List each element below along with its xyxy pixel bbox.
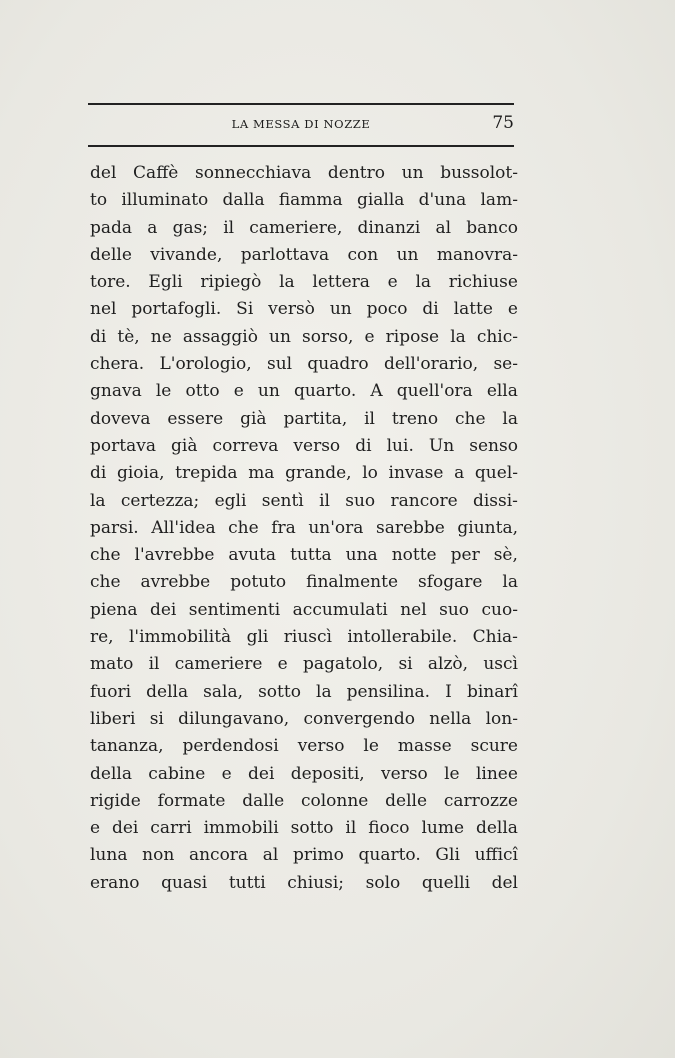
word: gialla bbox=[356, 190, 405, 211]
word: carri bbox=[150, 818, 192, 839]
word: treno bbox=[391, 408, 439, 429]
word: quelli bbox=[421, 872, 471, 893]
word: già bbox=[171, 435, 198, 456]
text-line bbox=[90, 842, 518, 869]
text-line bbox=[90, 870, 518, 897]
word: poco bbox=[366, 299, 408, 320]
header-rule-bottom bbox=[88, 145, 514, 147]
word: e bbox=[387, 272, 398, 293]
word: con bbox=[347, 244, 379, 265]
word: le bbox=[363, 736, 379, 757]
word: che bbox=[90, 545, 121, 566]
word: che bbox=[228, 517, 259, 538]
word: rigide bbox=[90, 790, 141, 811]
word: doveva bbox=[90, 408, 151, 429]
word: del bbox=[90, 163, 117, 183]
word: l'avrebbe bbox=[134, 545, 215, 566]
word: la bbox=[415, 272, 432, 293]
word: ma bbox=[248, 463, 275, 484]
word: e bbox=[90, 818, 101, 839]
word: della bbox=[475, 818, 518, 839]
word: suo bbox=[345, 490, 376, 511]
word: parlottava bbox=[240, 244, 330, 265]
word: sfogare bbox=[417, 572, 483, 593]
word: depositi, bbox=[290, 763, 365, 784]
word: l'immobilità bbox=[129, 627, 232, 648]
word: un'ora bbox=[308, 517, 364, 538]
text-line bbox=[90, 488, 518, 515]
word: masse bbox=[397, 736, 452, 757]
page-number: 75 bbox=[492, 113, 514, 133]
word: All'idea bbox=[151, 517, 216, 538]
word: dei bbox=[248, 763, 275, 784]
word: nella bbox=[429, 708, 472, 729]
text-line bbox=[90, 215, 518, 242]
word: nel bbox=[400, 599, 427, 620]
word: lam- bbox=[480, 190, 518, 211]
word: gnava bbox=[90, 381, 142, 402]
text-line bbox=[90, 597, 518, 624]
word: richiuse bbox=[448, 272, 518, 293]
word: chic- bbox=[476, 326, 518, 347]
word: ufficî bbox=[474, 845, 518, 866]
word: ancora bbox=[188, 845, 249, 866]
word: formate bbox=[157, 790, 226, 811]
word: lume bbox=[421, 818, 465, 839]
word: la bbox=[502, 408, 518, 429]
word: egli bbox=[214, 490, 247, 511]
text-line bbox=[90, 706, 518, 733]
word: ripiegò bbox=[200, 272, 262, 293]
word: dilungavano, bbox=[178, 708, 290, 729]
word: del bbox=[491, 872, 518, 893]
word: gli bbox=[246, 627, 269, 648]
word: linee bbox=[475, 763, 518, 784]
word: solo bbox=[365, 872, 401, 893]
word: to bbox=[90, 190, 108, 211]
word: pensilina. bbox=[346, 681, 431, 702]
word: Caffè bbox=[133, 163, 179, 183]
word: della bbox=[146, 681, 189, 702]
word: rancore bbox=[390, 490, 458, 511]
word: tè, bbox=[117, 326, 140, 347]
word: dalla bbox=[222, 190, 265, 211]
word: correva bbox=[212, 435, 279, 456]
text-line bbox=[90, 569, 518, 596]
text-line bbox=[90, 542, 518, 569]
word: il bbox=[148, 654, 160, 675]
word: ne bbox=[150, 326, 172, 347]
word: della bbox=[90, 763, 132, 784]
word: I bbox=[445, 681, 452, 702]
text-line bbox=[90, 351, 518, 378]
word: a bbox=[147, 217, 158, 238]
word: quarto. bbox=[358, 845, 421, 866]
word: chiusi; bbox=[287, 872, 345, 893]
word: il bbox=[319, 490, 330, 511]
word: le bbox=[155, 381, 172, 402]
word: la bbox=[90, 490, 106, 511]
word: d'una bbox=[418, 190, 467, 211]
word: alzò, bbox=[427, 654, 469, 675]
word: il bbox=[345, 818, 357, 839]
word: potuto bbox=[230, 572, 287, 593]
word: dell'orario, bbox=[383, 354, 479, 375]
word: tutti bbox=[228, 872, 266, 893]
word: sotto bbox=[290, 818, 334, 839]
word: il bbox=[223, 217, 235, 238]
word: a bbox=[454, 463, 465, 484]
text-line bbox=[90, 378, 518, 405]
word: sè, bbox=[493, 545, 518, 566]
word: di bbox=[90, 326, 107, 347]
word: A bbox=[370, 381, 383, 402]
text-line bbox=[90, 160, 518, 187]
word: binarî bbox=[466, 681, 518, 702]
word: gioia, bbox=[116, 463, 165, 484]
word: se- bbox=[493, 354, 518, 375]
word: manovra- bbox=[436, 244, 518, 265]
text-line bbox=[90, 242, 518, 269]
body-text bbox=[90, 160, 518, 897]
word: pada bbox=[90, 217, 133, 238]
word: quarto. bbox=[293, 381, 357, 402]
word: portafogli. bbox=[131, 299, 222, 320]
word: accumulati bbox=[292, 599, 388, 620]
word: essere bbox=[167, 408, 224, 429]
word: sorso, bbox=[302, 326, 354, 347]
text-line bbox=[90, 433, 518, 460]
word: Chia- bbox=[472, 627, 518, 648]
text-line bbox=[90, 815, 518, 842]
word: erano bbox=[90, 872, 140, 893]
word: sul bbox=[267, 354, 293, 375]
word: grande, bbox=[285, 463, 352, 484]
word: carrozze bbox=[443, 790, 518, 811]
word: latte bbox=[453, 299, 493, 320]
word: L'orologio, bbox=[159, 354, 252, 375]
word: uscì bbox=[483, 654, 518, 675]
word: un bbox=[396, 244, 419, 265]
word: sentimenti bbox=[188, 599, 281, 620]
word: e bbox=[277, 654, 288, 675]
word: Egli bbox=[148, 272, 183, 293]
word: Gli bbox=[435, 845, 460, 866]
word: cameriere bbox=[174, 654, 263, 675]
word: fioco bbox=[368, 818, 410, 839]
word: versò bbox=[268, 299, 315, 320]
word: il bbox=[364, 408, 375, 429]
word: al bbox=[435, 217, 452, 238]
word: un bbox=[401, 163, 424, 183]
word: primo bbox=[293, 845, 344, 866]
word: verso bbox=[293, 435, 341, 456]
word: trepida bbox=[175, 463, 238, 484]
word: e bbox=[221, 763, 232, 784]
word: si bbox=[398, 654, 413, 675]
word: per bbox=[450, 545, 480, 566]
word: ella bbox=[486, 381, 518, 402]
word: riuscì bbox=[283, 627, 332, 648]
word: sentì bbox=[261, 490, 304, 511]
word: la bbox=[502, 572, 518, 593]
word: bussolot- bbox=[440, 163, 518, 183]
word: suo bbox=[439, 599, 470, 620]
word: una bbox=[345, 545, 378, 566]
word: la bbox=[450, 326, 466, 347]
word: otto bbox=[185, 381, 220, 402]
word: assaggiò bbox=[182, 326, 258, 347]
text-line bbox=[90, 296, 518, 323]
word: dinanzi bbox=[357, 217, 421, 238]
text-line bbox=[90, 324, 518, 351]
word: fra bbox=[271, 517, 296, 538]
word: un bbox=[257, 381, 280, 402]
word: e bbox=[364, 326, 375, 347]
word: e bbox=[233, 381, 244, 402]
word: lettera bbox=[312, 272, 370, 293]
text-line bbox=[90, 460, 518, 487]
word: notte bbox=[391, 545, 437, 566]
word: un bbox=[329, 299, 352, 320]
word: quel- bbox=[474, 463, 518, 484]
word: sala, bbox=[203, 681, 243, 702]
word: dentro bbox=[327, 163, 385, 183]
word: convergendo bbox=[303, 708, 415, 729]
text-line bbox=[90, 733, 518, 760]
word: certezza; bbox=[120, 490, 200, 511]
text-line bbox=[90, 651, 518, 678]
word: immobili bbox=[203, 818, 279, 839]
word: dei bbox=[149, 599, 177, 620]
word: quadro bbox=[307, 354, 369, 375]
word: un bbox=[269, 326, 291, 347]
word: nel bbox=[90, 299, 117, 320]
word: sarebbe bbox=[375, 517, 445, 538]
word: al bbox=[262, 845, 279, 866]
text-line bbox=[90, 788, 518, 815]
word: fiamma bbox=[278, 190, 343, 211]
word: illuminato bbox=[121, 190, 209, 211]
word: piena bbox=[90, 599, 138, 620]
word: intollerabile. bbox=[347, 627, 458, 648]
word: la bbox=[279, 272, 295, 293]
word: le bbox=[444, 763, 460, 784]
word: dei bbox=[111, 818, 139, 839]
word: mato bbox=[90, 654, 134, 675]
word: che bbox=[90, 572, 121, 593]
word: dalle bbox=[242, 790, 285, 811]
word: delle bbox=[90, 244, 132, 265]
word: non bbox=[142, 845, 175, 866]
word: la bbox=[316, 681, 332, 702]
word: re, bbox=[90, 627, 114, 648]
word: che bbox=[454, 408, 486, 429]
word: di bbox=[422, 299, 439, 320]
word: lo bbox=[362, 463, 378, 484]
text-line bbox=[90, 406, 518, 433]
word: Un bbox=[428, 435, 455, 456]
word: cabine bbox=[148, 763, 206, 784]
word: quell'ora bbox=[396, 381, 473, 402]
word: liberi bbox=[90, 708, 136, 729]
word: luna bbox=[90, 845, 128, 866]
word: portava bbox=[90, 435, 156, 456]
word: vivande, bbox=[150, 244, 223, 265]
word: sonnecchiava bbox=[194, 163, 312, 183]
word: scure bbox=[470, 736, 518, 757]
text-line bbox=[90, 624, 518, 651]
word: cuo- bbox=[481, 599, 518, 620]
word: parsi. bbox=[90, 517, 139, 538]
header-rule-top bbox=[88, 103, 514, 105]
word: avrebbe bbox=[140, 572, 211, 593]
word: e bbox=[507, 299, 518, 320]
word: partita, bbox=[283, 408, 348, 429]
word: giunta, bbox=[457, 517, 518, 538]
word: lui. bbox=[386, 435, 414, 456]
word: tananza, bbox=[90, 736, 164, 757]
word: gas; bbox=[172, 217, 209, 238]
word: di bbox=[90, 463, 107, 484]
text-line bbox=[90, 515, 518, 542]
text-line bbox=[90, 679, 518, 706]
word: pagatolo, bbox=[302, 654, 384, 675]
word: si bbox=[149, 708, 164, 729]
word: perdendosi bbox=[182, 736, 279, 757]
word: verso bbox=[297, 736, 345, 757]
word: ripose bbox=[385, 326, 440, 347]
word: Si bbox=[236, 299, 254, 320]
word: quasi bbox=[161, 872, 208, 893]
word: lon- bbox=[485, 708, 518, 729]
word: delle bbox=[385, 790, 428, 811]
word: invase bbox=[388, 463, 444, 484]
word: cameriere, bbox=[249, 217, 343, 238]
word: sotto bbox=[258, 681, 301, 702]
word: già bbox=[240, 408, 267, 429]
text-line bbox=[90, 269, 518, 296]
text-line bbox=[90, 187, 518, 214]
word: colonne bbox=[300, 790, 369, 811]
word: fuori bbox=[90, 681, 132, 702]
word: tutta bbox=[290, 545, 332, 566]
word: avuta bbox=[228, 545, 277, 566]
word: verso bbox=[381, 763, 428, 784]
running-title: LA MESSA DI NOZZE bbox=[231, 117, 371, 131]
text-line bbox=[90, 761, 518, 788]
word: tore. bbox=[90, 272, 131, 293]
word: banco bbox=[466, 217, 518, 238]
word: dissi- bbox=[472, 490, 518, 511]
word: di bbox=[355, 435, 372, 456]
word: senso bbox=[469, 435, 518, 456]
word: finalmente bbox=[306, 572, 399, 593]
word: chera. bbox=[90, 354, 145, 375]
